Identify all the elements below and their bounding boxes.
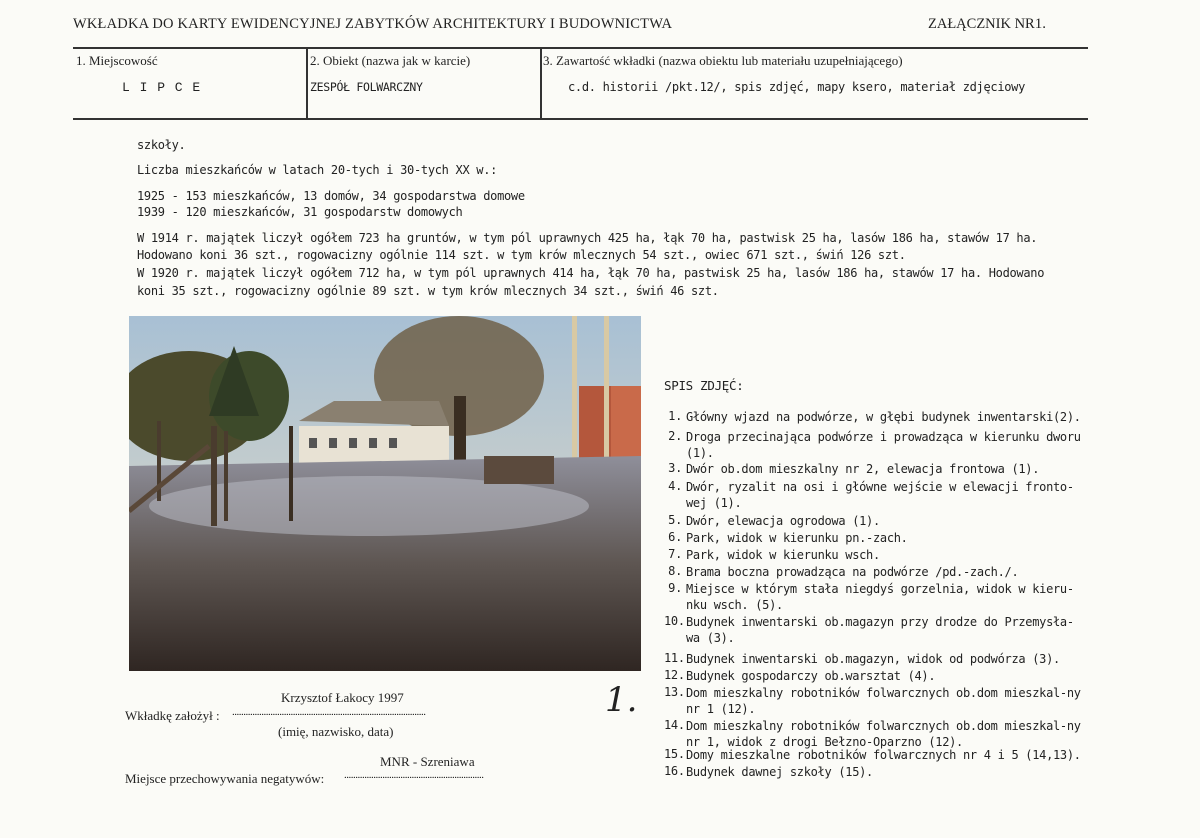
list-item-number: 2. [668, 429, 682, 443]
list-item-text: Dwór, ryzalit na osi i główne wejście w elewacji fronto-wej (1). [686, 480, 1074, 510]
attachment-text: ZAŁĄCZNIK NR [928, 16, 1035, 32]
list-item-number: 1. [668, 409, 682, 423]
list-item-number: 9. [668, 581, 682, 595]
list-item-text: Brama boczna prowadząca na podwórze /pd.-zach./. [686, 565, 1019, 579]
body-line-1: szkoły. [137, 138, 186, 152]
author-hint: (imię, nazwisko, data) [278, 724, 394, 739]
list-item-number: 3. [668, 461, 682, 475]
photo-list-heading: SPIS ZDJĘĆ: [664, 378, 744, 393]
list-item-number: 7. [668, 547, 682, 561]
list-item-number: 5. [668, 513, 682, 527]
author-label: Wkładkę założył : [125, 708, 220, 723]
body-para-2a: W 1920 r. majątek liczył ogółem 712 ha, w tym pól uprawnych 414 ha, łąk 70 ha, pastwisk 25 ha, lasów 186 ha, stawów 17 ha. Hodowano [137, 266, 1045, 280]
body-para-2b: koni 35 szt., rogowacizny ogólnie 89 szt. w tym krów mlecznych 34 szt., świń 46 szt. [137, 284, 719, 298]
list-item-text: Główny wjazd na podwórze, w głębi budynek inwentarski(2). [686, 410, 1081, 424]
handwritten-page-mark: 1. [605, 680, 638, 720]
list-item-text: Park, widok w kierunku wsch. [686, 548, 880, 562]
body-para-1a: W 1914 r. majątek liczył ogółem 723 ha gruntów, w tym pól uprawnych 425 ha, łąk 70 ha, pastwisk 25 ha, lasów 186 ha, stawów 17 ha. [137, 231, 1038, 245]
list-item-text: Dom mieszkalny robotników folwarcznych ob.dom mieszkal-ny nr 1 (12). [686, 686, 1081, 716]
contents-label: 3. Zawartość wkładki (nazwa obiektu lub materiału uzupełniającego) [543, 53, 903, 68]
list-item-text: Domy mieszkalne robotników folwarcznych nr 4 i 5 (14,13). [686, 748, 1081, 762]
list-item-text: Dom mieszkalny robotników folwarcznych ob.dom mieszkal-ny nr 1, widok z drogi Bełzno-Oparzno (12). [686, 719, 1081, 749]
author-dots: ...................................................................................... [232, 706, 426, 718]
list-item-text: Dwór, elewacja ogrodowa (1). [686, 514, 880, 528]
object-label: 2. Obiekt (nazwa jak w karcie) [310, 53, 471, 68]
page-title: WKŁADKA DO KARTY EWIDENCYJNEJ ZABYTKÓW ARCHITEKTURY I BUDOWNICTWA [73, 16, 673, 32]
list-item-text: Budynek inwentarski ob.magazyn przy drodze do Przemysła-wa (3). [686, 615, 1074, 645]
list-item-text: Miejsce w którym stała niegdyś gorzelnia, widok w kieru-nku wsch. (5). [686, 582, 1074, 612]
list-item-text: Droga przecinająca podwórze i prowadząca w kierunku dworu (1). [686, 430, 1081, 460]
list-item-number: 16. [664, 764, 685, 778]
list-item-text: Budynek inwentarski ob.magazyn, widok od podwórza (3). [686, 652, 1060, 666]
object-value: ZESPÓŁ FOLWARCZNY [310, 80, 423, 94]
locality-value: L I P C E [122, 80, 202, 95]
storage-value: MNR - Szreniawa [380, 754, 475, 769]
attachment-number: 1. [1034, 16, 1046, 32]
list-item-number: 4. [668, 479, 682, 493]
list-item-number: 12. [664, 668, 685, 682]
list-item-number: 15. [664, 747, 685, 761]
list-item-text: Dwór ob.dom mieszkalny nr 2, elewacja frontowa (1). [686, 462, 1040, 476]
list-item-number: 13. [664, 685, 685, 699]
list-item-text: Budynek gospodarczy ob.warsztat (4). [686, 669, 936, 683]
table-bottom-rule [73, 118, 1088, 120]
list-item-number: 11. [664, 651, 685, 665]
list-item-number: 14. [664, 718, 685, 732]
author-name: Krzysztof Łakocy 1997 [281, 690, 404, 705]
body-para-1b: Hodowano koni 36 szt., rogowacizny ogólnie 114 szt. w tym krów mlecznych 54 szt., owiec 671 szt., świń 126 szt. [137, 248, 906, 262]
locality-label: 1. Miejscowość [76, 53, 158, 68]
contents-value: c.d. historii /pkt.12/, spis zdjęć, mapy ksero, materiał zdjęciowy [568, 80, 1026, 94]
body-line-3: 1925 - 153 mieszkańców, 13 domów, 34 gospodarstwa domowe [137, 189, 525, 203]
storage-dots: .............................................................. [344, 769, 484, 781]
list-item-number: 10. [664, 614, 685, 628]
storage-label: Miejsce przechowywania negatywów: [125, 771, 325, 786]
table-top-rule [73, 47, 1088, 49]
farm-photo-drawing [129, 316, 641, 671]
list-item-text: Park, widok w kierunku pn.-zach. [686, 531, 908, 545]
table-divider-1 [306, 47, 308, 118]
list-item-number: 8. [668, 564, 682, 578]
body-line-2: Liczba mieszkańców w latach 20-tych i 30-tych XX w.: [137, 163, 498, 177]
table-divider-2 [540, 47, 542, 118]
list-item-number: 6. [668, 530, 682, 544]
farm-photograph [129, 316, 641, 671]
list-item-text: Budynek dawnej szkoły (15). [686, 765, 873, 779]
body-line-4: 1939 - 120 mieszkańców, 31 gospodarstw domowych [137, 205, 463, 219]
attachment-label [928, 16, 1046, 33]
